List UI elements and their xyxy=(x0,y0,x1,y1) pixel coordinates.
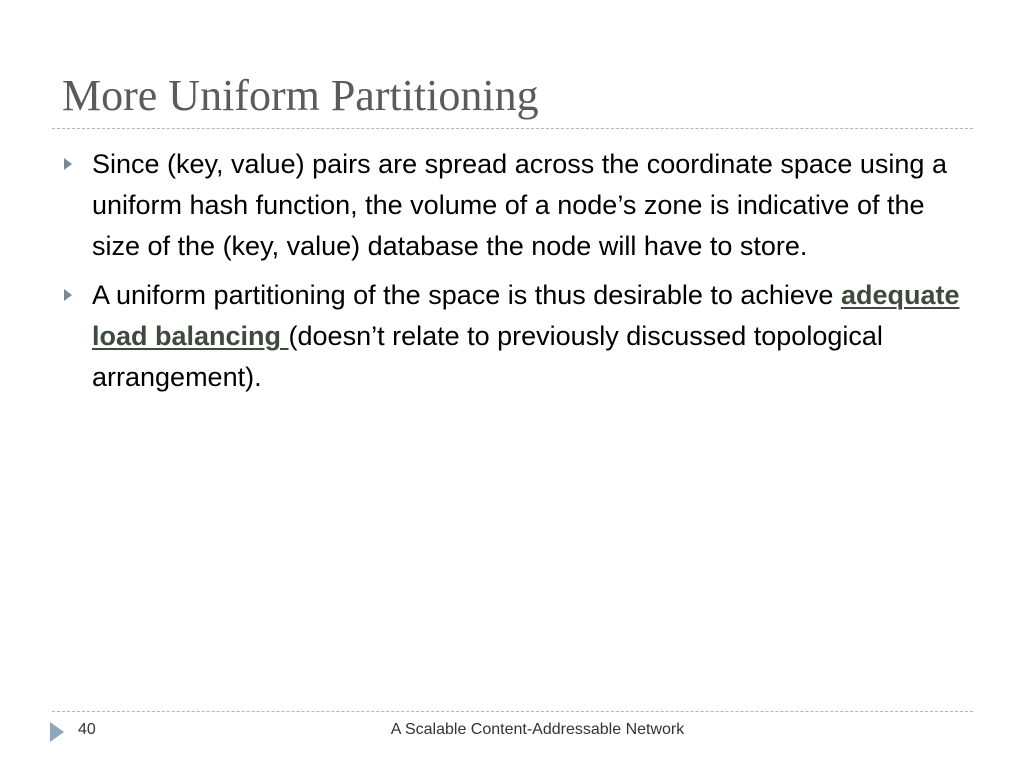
highlighted-term: adequate load balancing xyxy=(92,280,960,351)
bullet-item-1 xyxy=(62,144,972,267)
bullet-arrow-icon xyxy=(64,158,72,170)
bullet-text-before: A uniform partitioning of the space is thus desirable to achieve xyxy=(92,280,841,310)
bullet-list xyxy=(62,144,972,406)
bullet-item-2 xyxy=(62,275,972,398)
bullet-text-after: (doesn’t relate to previously discussed topological arrangement). xyxy=(92,321,883,392)
bullet-text: Since (key, value) pairs are spread across the coordinate space using a uniform hash function, the volume of a node’s zone is indicative of the size of the (key, value) database the node will have to store. xyxy=(92,149,947,261)
bullet-arrow-icon xyxy=(64,289,72,301)
triangle-right-icon xyxy=(50,722,64,742)
slide-title: More Uniform Partitioning xyxy=(62,71,539,120)
footer-title: A Scalable Content-Addressable Network xyxy=(390,721,685,738)
footer-divider xyxy=(52,711,973,712)
title-divider xyxy=(52,128,973,129)
page-number: 40 xyxy=(78,721,96,738)
